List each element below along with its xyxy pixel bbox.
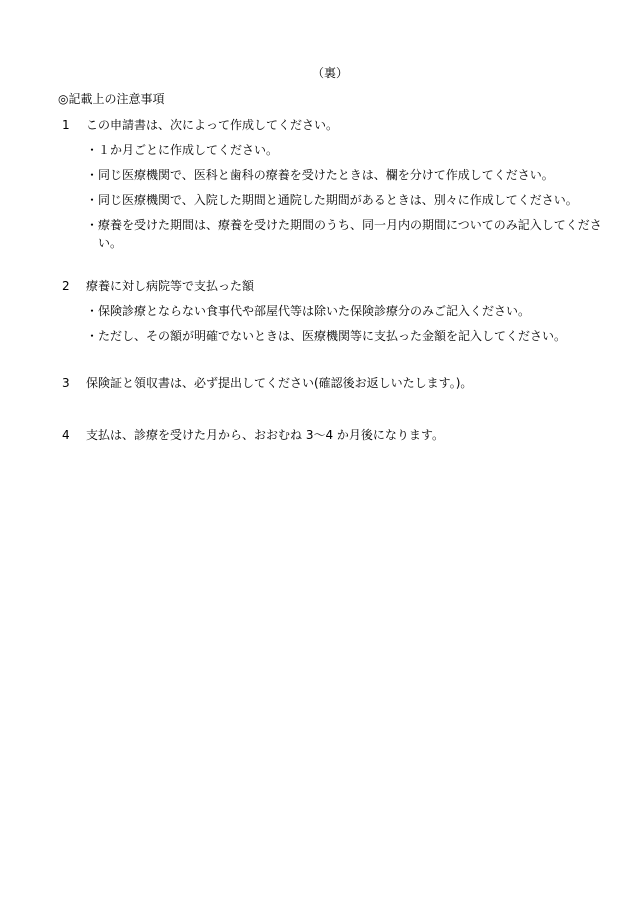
list-item-text: ただし、その額が明確でないときは、医療機関等に支払った金額を記入してください。 (98, 329, 567, 343)
section-text: 保険証と領収書は、必ず提出してください(確認後お返しいたします。)。 (86, 376, 473, 390)
list-item-text: 療養を受けた期間は、療養を受けた期間のうち、同一月内の期間についてのみ記入してください。 (98, 218, 602, 250)
section-heading (58, 116, 608, 134)
section-text: 療養に対し病院等で支払った額 (86, 279, 255, 293)
section-number: 4 (62, 428, 70, 442)
bullet-mark: ・ (86, 143, 99, 157)
section-text: 支払は、診療を受けた月から、おおむね 3〜4 か月後になります。 (86, 428, 444, 442)
section-heading (58, 277, 608, 295)
section-heading (58, 374, 608, 392)
section-number: 1 (62, 118, 70, 132)
bullet-mark: ・ (86, 218, 99, 232)
section-number: 3 (62, 376, 70, 390)
list-item-text: 同じ医療機関で、医科と歯科の療養を受けたときは、欄を分けて作成してください。 (98, 168, 554, 182)
notes-title: ◎記載上の注意事項 (58, 92, 165, 106)
page-side-label: （裏） (311, 66, 348, 80)
list-item (86, 216, 606, 252)
list-item (86, 191, 606, 209)
bullet-mark: ・ (86, 304, 99, 318)
list-item-text: 同じ医療機関で、入院した期間と通院した期間があるときは、別々に作成してください。 (98, 193, 578, 207)
list-item (86, 166, 606, 184)
section-2 (58, 277, 608, 352)
section-4 (58, 426, 608, 451)
bullet-mark: ・ (86, 168, 99, 182)
list-item (86, 327, 606, 345)
list-item-text: 保険診療とならない食事代や部屋代等は除いた保険診療分のみご記入ください。 (98, 304, 531, 318)
section-heading (58, 426, 608, 444)
section-3 (58, 374, 608, 399)
bullet-mark: ・ (86, 193, 99, 207)
bullet-mark: ・ (86, 329, 99, 343)
section-number: 2 (62, 279, 70, 293)
list-item (86, 302, 606, 320)
section-1 (58, 116, 608, 259)
list-item (86, 141, 606, 159)
list-item-text: １か月ごとに作成してください。 (98, 143, 279, 157)
section-text: この申請書は、次によって作成してください。 (86, 118, 339, 132)
